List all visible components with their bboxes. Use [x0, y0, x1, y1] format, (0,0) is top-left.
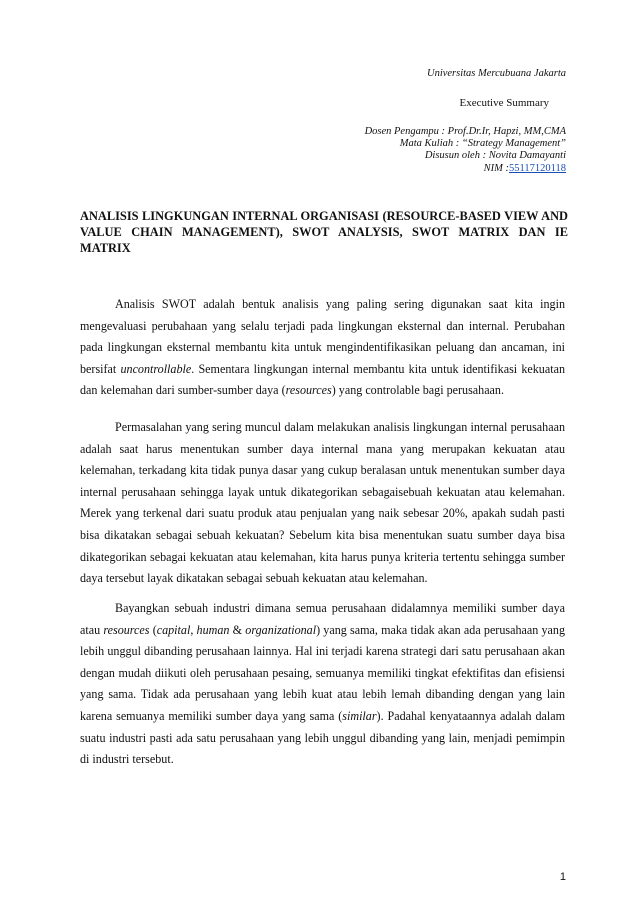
p3-text-k: ). Padahal kenyataannya adalah dalam suatu industri pasti ada satu perusahaan yang lebih unggul dibanding yang lain, menjadi pemimpin di industri tersebut.	[80, 708, 566, 767]
p1-italic-resources: resources	[285, 383, 332, 398]
executive-summary-label: Executive Summary	[459, 97, 549, 109]
p3-italic-human: human	[196, 622, 230, 637]
course-line: Mata Kuliah : “Strategy Management”	[399, 138, 566, 150]
p3-italic-similar: similar	[342, 708, 377, 723]
paragraph-3	[80, 598, 565, 771]
p1-text-c: . Sementara lingkungan internal membantu kita untuk identifikasi kekuatan dan kelemahan dari sumber-sumber daya (	[80, 361, 565, 398]
author-info-block	[306, 126, 566, 175]
p3-text-i: ) yang sama, maka tidak akan ada perusahaan yang lebih unggul dibanding perusahaan lainnya. Hal ini terjadi karena strategi dari satu perusahaan akan dengan mudah diikuti oleh perusahaan pesaing, semuanya memiliki tingkat efektifitas dan efisiensi yang sama. Tidak ada perusahaan yang lebih kuat atau lebih lemah dibanding dengan yang lain karena semuanya memiliki sumber daya yang sama (	[80, 622, 565, 723]
p3-italic-organizational: organizational	[245, 622, 317, 637]
p3-text-c: (	[149, 622, 157, 637]
p3-italic-resources: resources	[103, 622, 150, 637]
p1-italic-uncontrollable: uncontrollable	[120, 361, 192, 376]
document-title: ANALISIS LINGKUNGAN INTERNAL ORGANISASI (RESOURCE-BASED VIEW AND VALUE CHAIN MANAGEMENT), SWOT ANALYSIS, SWOT MATRIX DAN IE MATRIX	[80, 209, 568, 255]
nim-label: NIM :	[483, 162, 510, 174]
university-name: Universitas Mercubuana Jakarta	[426, 68, 566, 79]
p3-text-a: Bayangkan sebuah industri dimana semua perusahaan didalamnya memiliki sumber daya atau	[80, 601, 565, 637]
lecturer-line: Dosen Pengampu : Prof.Dr.Ir, Hapzi, MM,CMA	[364, 126, 566, 137]
p1-text-e: ) yang controlable bagi perusahaan.	[331, 383, 504, 398]
page-number: 1	[559, 871, 566, 883]
p3-text-g: &	[229, 622, 246, 637]
nim-line	[306, 163, 566, 175]
nim-link[interactable]: 55117120118	[509, 162, 566, 174]
p3-italic-capital: capital	[156, 622, 191, 637]
p3-text-e: ,	[190, 622, 197, 637]
paragraph-2	[80, 417, 565, 590]
p2-text: Permasalahan yang sering muncul dalam melakukan analisis lingkungan internal perusahaan adalah saat harus menentukan sumber daya internal mana yang merupakan kekuatan atau kelemahan, terkadang kita tidak punya dasar yang cukup beralasan untuk menentukan sumber daya internal perusahaan sehingga layak untuk dikategorikan sebagaisebuah kekuatan atau kelemahan. Merek yang terkenal dari suatu produk atau penjualan yang naik sebesar 20%, apakah sudah pasti bisa dikatakan sebagai sebuah kekuatan? Sebelum kita bisa menentukan suatu sumber daya bisa dikategorikan sebagai kekuatan atau kelemahan, kita harus punya kriteria tertentu sehingga sumber daya tersebut layak dikatakan sebagai sebuah kekuatan atau kelemahan.	[80, 420, 565, 586]
paragraph-1	[80, 294, 565, 402]
p1-text-a: Analisis SWOT adalah bentuk analisis yang paling sering digunakan saat kita ingin mengevaluasi perubahaan yang selalu terjadi pada lingkungan eksternal dan internal. Perubahan pada lingkungan eksternal membantu kita untuk mengindentifikasikan peluang dan ancaman, ini bersifat	[80, 297, 565, 376]
author-line: Disusun oleh : Novita Damayanti	[424, 150, 566, 162]
